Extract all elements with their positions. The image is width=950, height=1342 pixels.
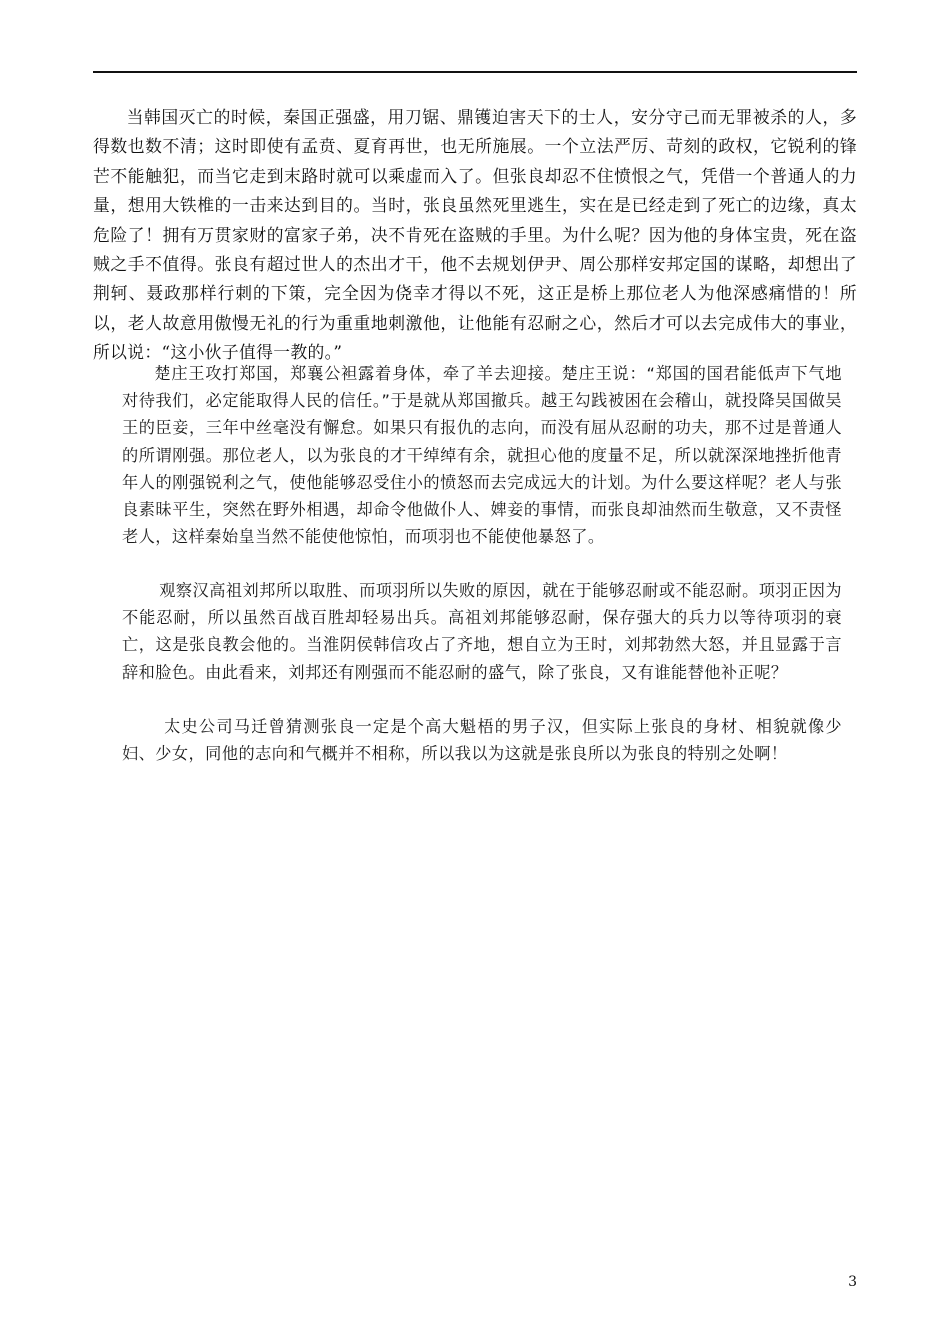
paragraph-1: 当韩国灭亡的时候，秦国正强盛，用刀锯、鼎镬迫害天下的士人，安分守己而无罪被杀的人，多得数也数不清；这时即使有孟贲、夏育再世，也无所施展。一个立法严厉、苛刻的政权，它锐利的锋芒不能触犯，而当它走到末路时就可以乘虚而入了。但张良却忍不住愤恨之气，凭借一个普通人的力量，想用大铁椎的一击来达到目的。当时，张良虽然死里逃生，实在是已经走到了死亡的边缘，真太危险了！拥有万贯家财的富家子弟，决不肯死在盗贼的手里。为什么呢？因为他的身体宝贵，死在盗贼之手不值得。张良有超过世人的杰出才干，他不去规划伊尹、周公那样安邦定国的谋略，却想出了荆轲、聂政那样行刺的下策，完全因为侥幸才得以不死，这正是桥上那位老人为他深感痛惜的！所以，老人故意用傲慢无礼的行为重重地刺激他，让他能有忍耐之心，然后才可以去完成伟大的事业，所以说：“这小伙子值得一教的。” <box>93 107 857 363</box>
page-number: 3 <box>848 1274 857 1290</box>
paragraph-3: 观察汉高祖刘邦所以取胜、而项羽所以失败的原因，就在于能够忍耐或不能忍耐。项羽正因为不能忍耐，所以虽然百战百胜却轻易出兵。高祖刘邦能够忍耐，保存强大的兵力以等待项羽的衰亡，这是张良教会他的。当淮阴侯韩信攻占了齐地，想自立为王时，刘邦勃然大怒，并且显露于言辞和脸色。由此看来，刘邦还有刚强而不能忍耐的盛气，除了张良，又有谁能替他补正呢？ <box>122 581 842 682</box>
header-rule <box>93 71 857 73</box>
paragraph-2: 楚庄王攻打郑国，郑襄公袒露着身体，牵了羊去迎接。楚庄王说：“郑国的国君能低声下气地对待我们，必定能取得人民的信任。”于是就从郑国撤兵。越王勾践被困在会稽山，就投降吴国做吴王的臣妾，三年中丝毫没有懈怠。如果只有报仇的志向，而没有屈从忍耐的功夫，那不过是普通人的所谓刚强。那位老人，以为张良的才干绰绰有余，就担心他的度量不足，所以就深深地挫折他青年人的刚强锐利之气，使他能够忍受住小的愤怒而去完成远大的计划。为什么要这样呢？老人与张良素昧平生，突然在野外相遇，却命令他做仆人、婢妾的事情，而张良却油然而生敬意，又不责怪老人，这样秦始皇当然不能使他惊怕，而项羽也不能使他暴怒了。 <box>122 364 842 547</box>
paragraph-4: 太史公司马迁曾猜测张良一定是个高大魁梧的男子汉，但实际上张良的身材、相貌就像少妇、少女，同他的志向和气概并不相称，所以我以为这就是张良所以为张良的特别之处啊！ <box>122 717 842 764</box>
